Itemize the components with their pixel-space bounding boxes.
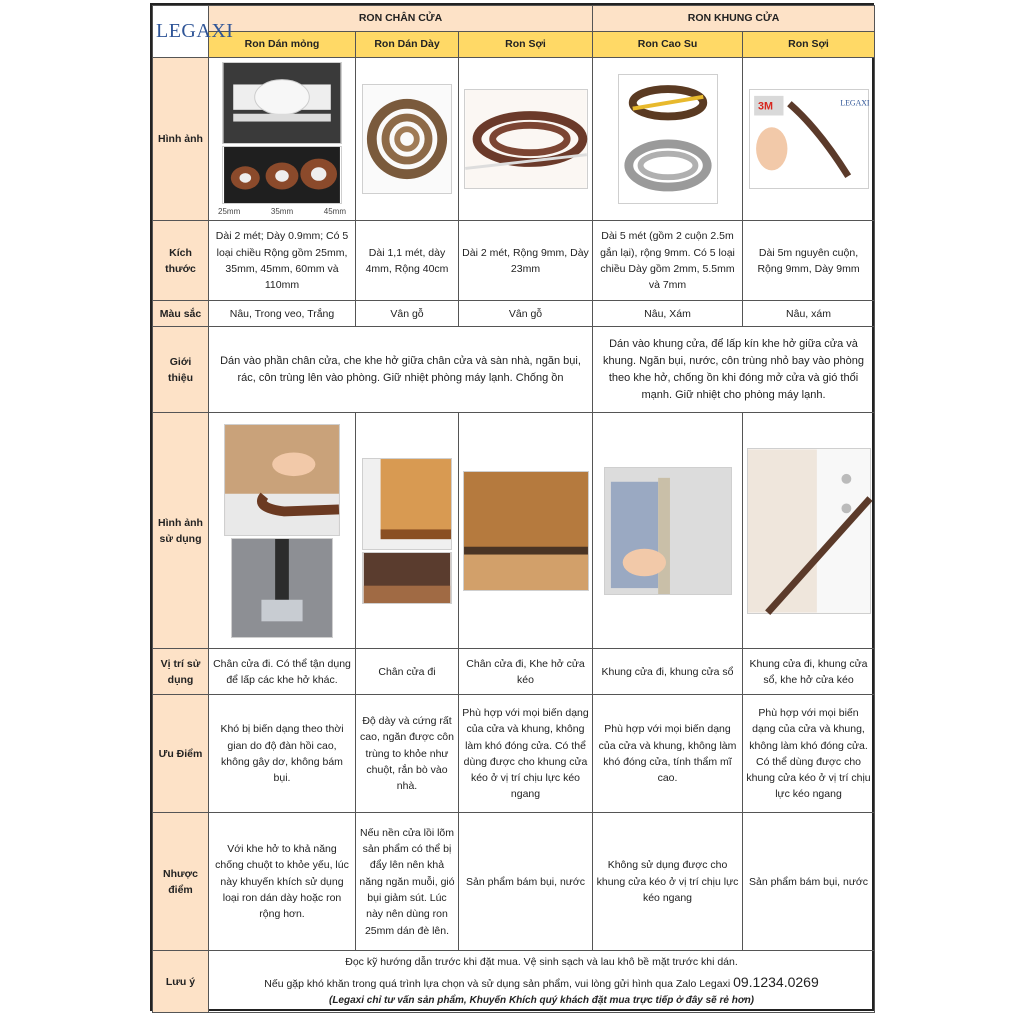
pros-cell: Khó bị biến dạng theo thời gian do độ đàn hồi cao, không gây dơ, không bám bụi. — [209, 695, 356, 813]
hand-applying-seal-image — [224, 424, 340, 536]
wood-seal-door-image — [362, 458, 452, 550]
note-line-1: Đọc kỹ hướng dẫn trước khi đặt mua. Vệ sinh sạch và lau khô bề mặt trước khi dán. — [345, 956, 738, 969]
intro-door-bottom: Dán vào phần chân cửa, che khe hở giữa chân cửa và sàn nhà, ngăn bụi, rác, côn trùng lên vào phòng. Giữ nhiệt phòng máy lạnh. Chống ồn — [209, 327, 593, 413]
product-image-rubber-seal — [593, 58, 743, 221]
size-cell: Dài 1,1 mét, dày 4mm, Rộng 40cm — [356, 221, 459, 301]
cons-cell: Sản phẩm bám bụi, nước — [743, 813, 875, 951]
usage-image-rubber-seal — [593, 413, 743, 649]
note-line-2-text: Nếu gặp khó khăn trong quá trình lựa chọn và sử dụng sản phẩm, vui lòng gửi hình qua Zalo Legaxi — [264, 978, 731, 991]
cons-cell: Với khe hở to khả năng chống chuột to khỏe yếu, lúc này khuyến khích sử dụng loại ron dán dày hoặc ron rộng hơn. — [209, 813, 356, 951]
zalo-phone-number: 09.1234.0269 — [733, 974, 819, 991]
row-label-usage-images: Hình ảnh sử dụng — [153, 413, 209, 649]
frame-seal-applying-image — [604, 467, 732, 595]
size-cell: Dài 5 mét (gồm 2 cuộn 2.5m gắn lại), rộng 9mm. Có 5 loại chiều Dày gồm 2mm, 5.5mm và 7mm — [593, 221, 743, 301]
position-cell: Chân cửa đi, Khe hở cửa kéo — [459, 649, 593, 695]
logo-text: LEGAXI — [156, 20, 234, 42]
position-cell: Chân cửa đi — [356, 649, 459, 695]
pros-cell: Độ dày và cứng rất cao, ngăn được côn trùng to khỏe như chuột, rắn bò vào nhà. — [356, 695, 459, 813]
product-image-thick-seal — [356, 58, 459, 221]
column-header: Ron Dán Dày — [356, 32, 459, 58]
note-line-2 — [212, 971, 871, 993]
color-cell: Vân gỗ — [459, 301, 593, 327]
brush-seal-roll-image — [464, 89, 588, 189]
width-captions — [212, 206, 352, 218]
rubber-seal-rolls-image — [618, 74, 718, 204]
cons-cell: Không sử dụng được cho khung cửa kéo ở vị trí chịu lực kéo ngang — [593, 813, 743, 951]
row-label-images: Hình ảnh — [153, 58, 209, 221]
note-line-3: (Legaxi chỉ tư vấn sản phẩm, Khuyến Khích quý khách đặt mua trực tiếp ở đây sẽ rẻ hơn) — [328, 995, 755, 1007]
row-label-note: Lưu ý — [153, 951, 209, 1013]
comparison-table — [152, 5, 875, 1013]
row-label-color: Màu sắc — [153, 301, 209, 327]
product-image-frame-brush — [743, 58, 875, 221]
pros-cell: Phù hợp với mọi biến dạng của cửa và khung, không làm khó đóng cửa, tính thẩm mĩ cao. — [593, 695, 743, 813]
usage-image-thick-seal — [356, 413, 459, 649]
note-cell — [209, 951, 875, 1013]
position-cell: Chân cửa đi. Có thể tận dụng để lấp các khe hở khác. — [209, 649, 356, 695]
comparison-sheet — [150, 3, 874, 1011]
cons-cell: Sản phẩm bám bụi, nước — [459, 813, 593, 951]
frame-brush-tape-image — [749, 89, 869, 189]
usage-image-thin-seal — [209, 413, 356, 649]
usage-image-brush-seal — [459, 413, 593, 649]
column-header: Ron Sợi — [459, 32, 593, 58]
product-image-brush-seal — [459, 58, 593, 221]
wood-seal-roll-image — [362, 84, 452, 194]
size-cell: Dài 2 mét, Rộng 9mm, Dày 23mm — [459, 221, 593, 301]
position-cell: Khung cửa đi, khung cửa sổ — [593, 649, 743, 695]
column-header: Ron Sợi — [743, 32, 875, 58]
row-label-intro: Giới thiệu — [153, 327, 209, 413]
caption-25mm: 25mm — [218, 207, 241, 216]
door-threshold-image — [362, 552, 452, 604]
clear-seal-under-door-image — [231, 538, 333, 638]
brown-tape-rolls-image — [222, 146, 342, 204]
color-cell: Nâu, Trong veo, Trắng — [209, 301, 356, 327]
column-header: Ron Dán mỏng — [209, 32, 356, 58]
brush-seal-door-image — [463, 471, 589, 591]
clear-tape-roll-image — [222, 62, 342, 144]
product-image-thin-seal — [209, 58, 356, 221]
intro-door-frame: Dán vào khung cửa, để lấp kín khe hở giữa cửa và khung. Ngăn bụi, nước, côn trùng nhỏ bay vào phòng theo khe hở, chống ồn khi đóng mở cửa và gió thổi mạnh. Giữ nhiệt cho phòng máy lạnh. — [593, 327, 875, 413]
pros-cell: Phù hợp với mọi biến dạng của cửa và khung, không làm khó đóng cửa. Có thể dùng được cho khung cửa kéo ở vị trí chịu lực kéo ngang — [459, 695, 593, 813]
group-door-frame: RON KHUNG CỬA — [593, 6, 875, 32]
brand-3m-text: 3M — [757, 100, 773, 113]
size-cell: Dài 2 mét; Dày 0.9mm; Có 5 loại chiều Rộng gồm 25mm, 35mm, 45mm, 60mm và 110mm — [209, 221, 356, 301]
caption-35mm: 35mm — [270, 207, 294, 216]
color-cell: Nâu, Xám — [593, 301, 743, 327]
group-door-bottom: RON CHÂN CỬA — [209, 6, 593, 32]
image-logo-text: LEGAXI — [839, 98, 870, 108]
row-label-cons: Nhược điểm — [153, 813, 209, 951]
row-label-size: Kích thước — [153, 221, 209, 301]
row-label-pros: Ưu Điểm — [153, 695, 209, 813]
usage-image-frame-brush — [743, 413, 875, 649]
pros-cell: Phù hợp với mọi biến dạng của cửa và khung, không làm khó đóng cửa. Có thể dùng được cho khung cửa kéo ở vị trí chịu lực kéo ngang — [743, 695, 875, 813]
caption-45mm: 45mm — [323, 207, 346, 216]
cons-cell: Nếu nền cửa lồi lõm sản phẩm có thể bị đẩy lên nên khả năng ngăn muỗi, gió bụi giảm sút. Lúc này nên dùng ron 25mm dán đè lên. — [356, 813, 459, 951]
color-cell: Nâu, xám — [743, 301, 875, 327]
row-label-position: Vị trí sử dụng — [153, 649, 209, 695]
color-cell: Vân gỗ — [356, 301, 459, 327]
brand-logo — [153, 6, 234, 58]
column-header: Ron Cao Su — [593, 32, 743, 58]
position-cell: Khung cửa đi, khung cửa sổ, khe hở cửa kéo — [743, 649, 875, 695]
size-cell: Dài 5m nguyên cuộn, Rộng 9mm, Dày 9mm — [743, 221, 875, 301]
frame-brush-installed-image — [747, 448, 871, 614]
